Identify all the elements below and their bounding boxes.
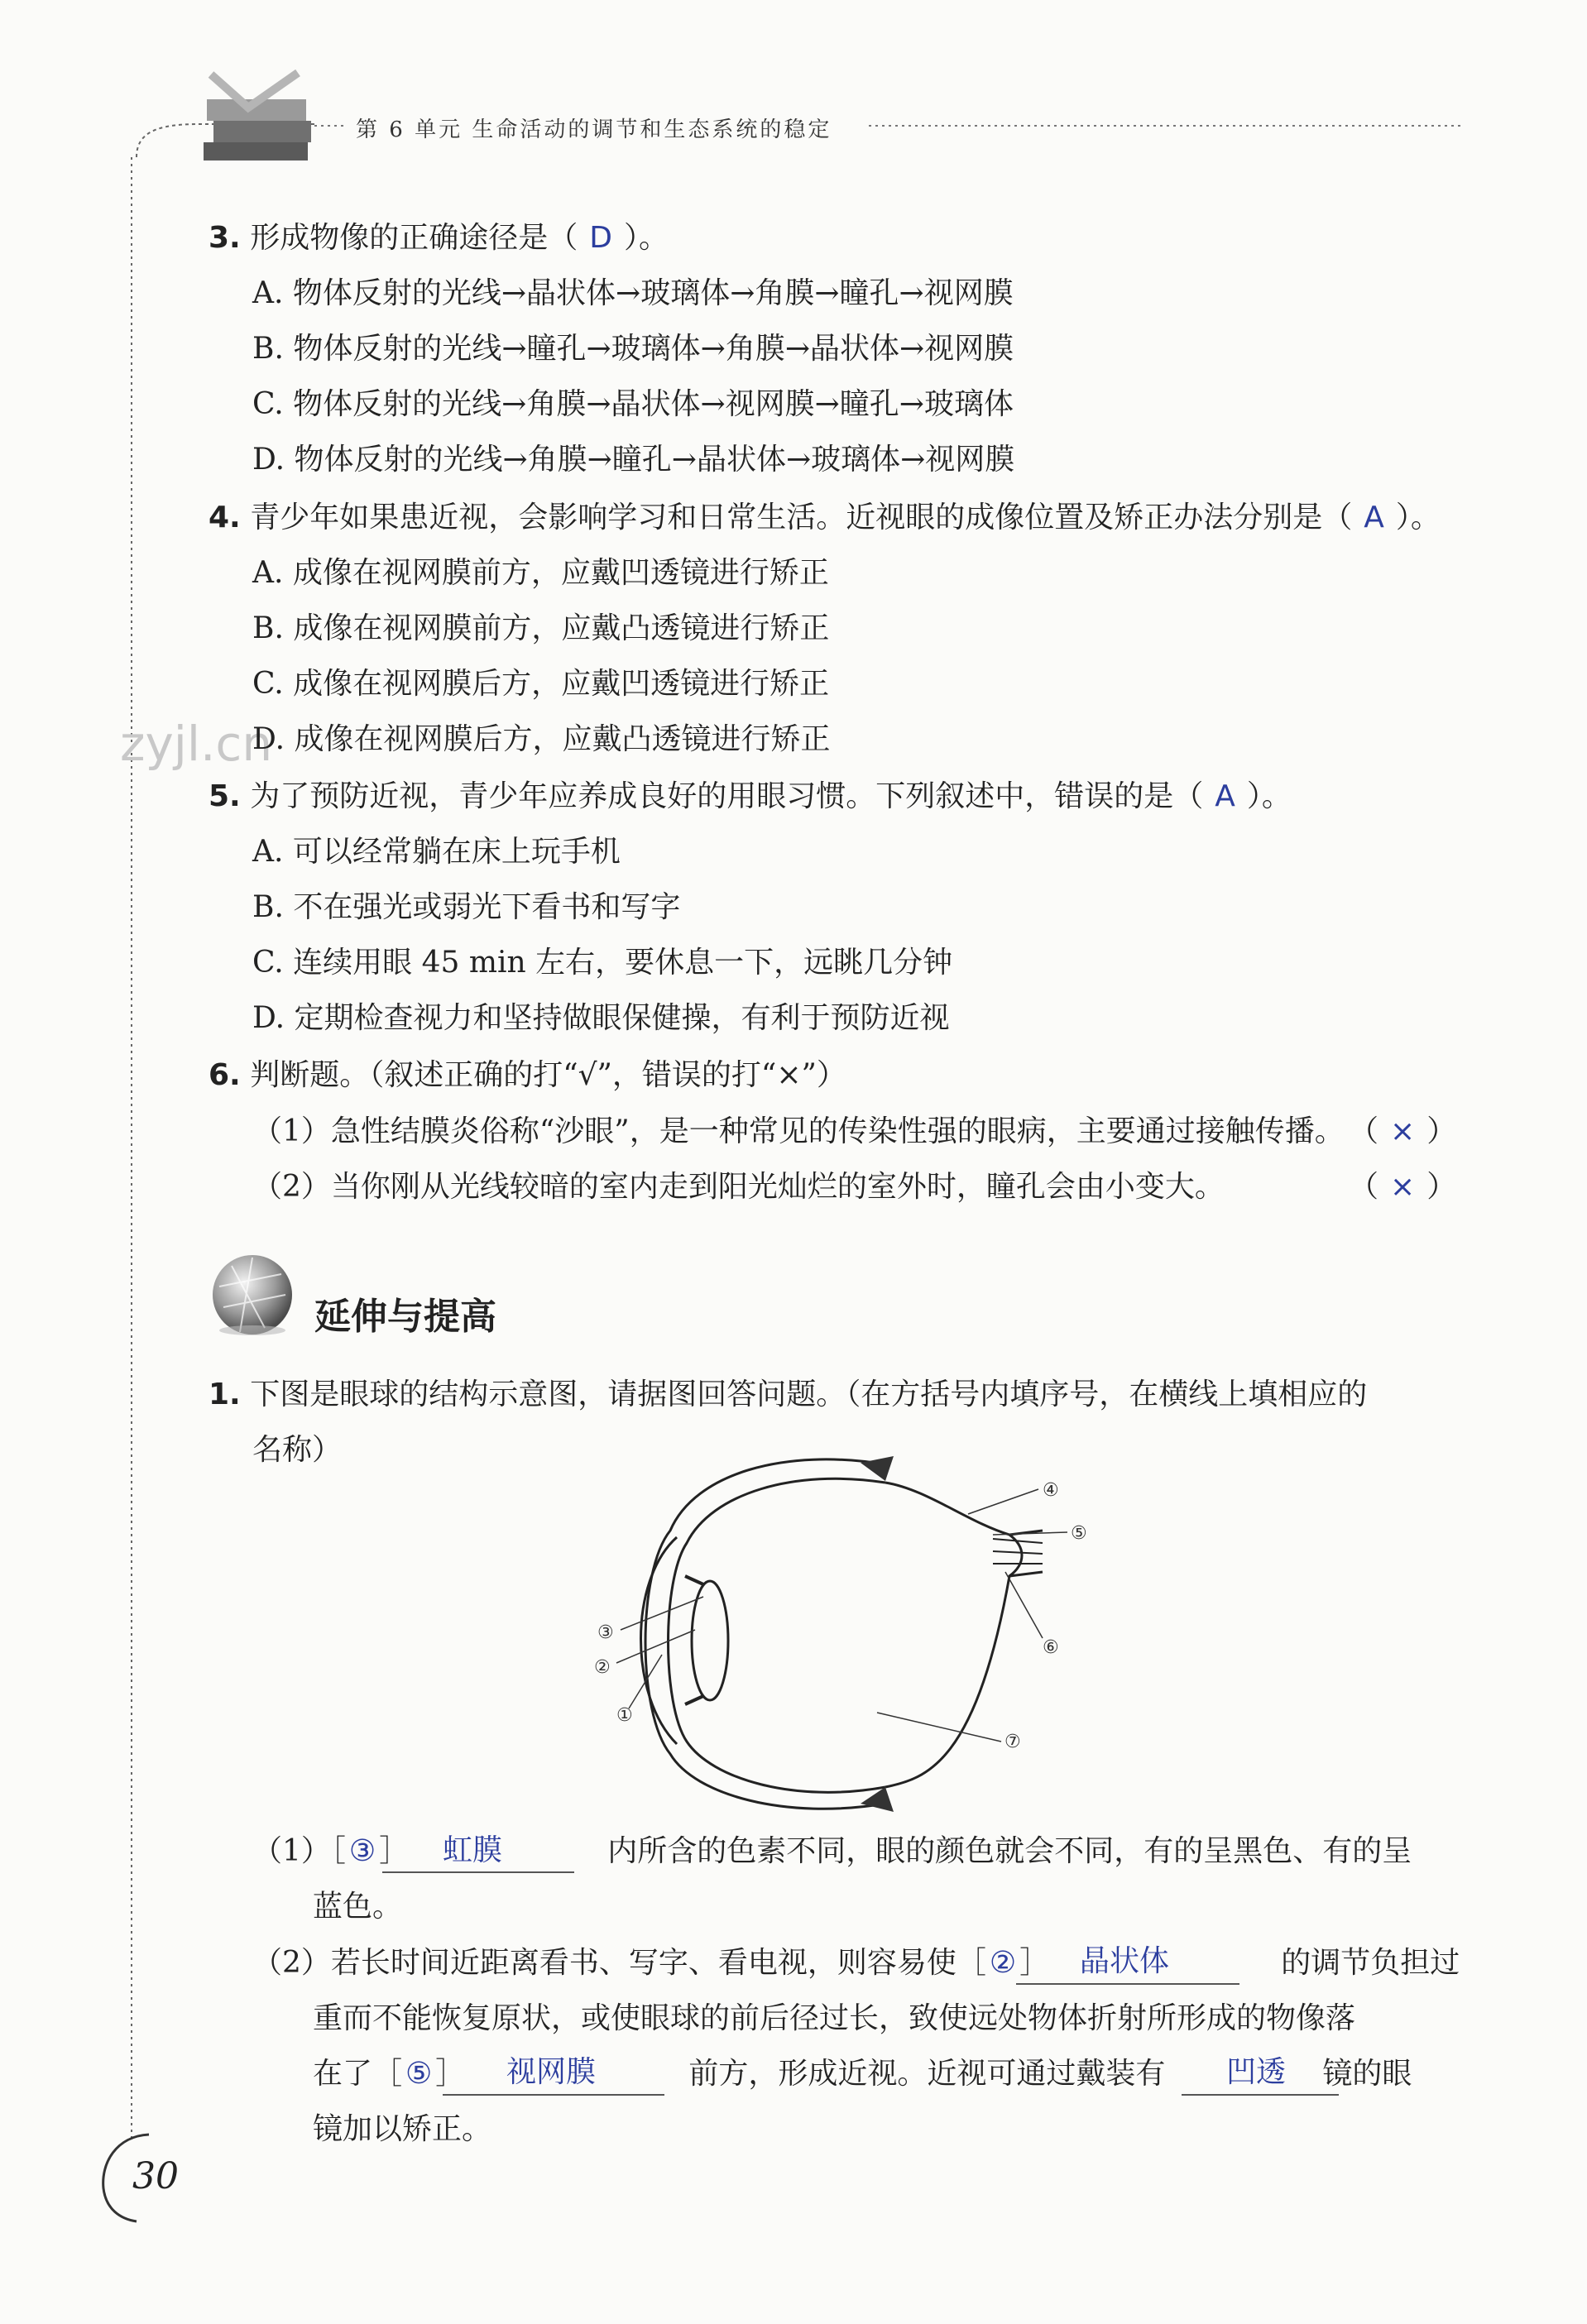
sub1-bracket-answer: ③ — [348, 1834, 376, 1868]
sub2-bracket1-close: ］ — [1019, 1946, 1050, 1980]
sub1-prefix: （1）［ — [252, 1834, 346, 1868]
q5-number: 5. — [209, 779, 241, 813]
q5-option-c: C. 连续用眼 45 min 左右，要休息一下，远眺几分钟 — [252, 946, 953, 980]
q3-option-d: D. 物体反射的光线→角膜→瞳孔→晶状体→玻璃体→视网膜 — [252, 443, 1015, 477]
sub2-line3-prefix: 在了［ — [313, 2057, 403, 2091]
q3-stem-before: 形成物像的正确途径是（ — [250, 221, 578, 255]
diagram-label-4: ④ — [1043, 1480, 1059, 1501]
page-number: 30 — [132, 2155, 179, 2197]
diagram-label-6: ⑥ — [1043, 1637, 1059, 1658]
sub2-blank3-answer: 凹透 — [1226, 2055, 1287, 2089]
q5-stem — [209, 779, 1292, 813]
q4-option-b: B. 成像在视网膜前方，应戴凸透镜进行矫正 — [252, 611, 830, 645]
q4-answer: A — [1364, 501, 1384, 534]
sub2-bracket1-answer: ② — [989, 1946, 1017, 1980]
q4-stem-before: 青少年如果患近视，会影响学习和日常生活。近视眼的成像位置及矫正办法分别是（ — [250, 501, 1353, 534]
header-unit-title: 第 6 单元 生命活动的调节和生态系统的稳定 — [356, 117, 832, 142]
q3-option-a: A. 物体反射的光线→晶状体→玻璃体→角膜→瞳孔→视网膜 — [252, 276, 1014, 310]
sub2-line1-after: 的调节负担过 — [1281, 1946, 1460, 1980]
ext-q1-sub2-line1 — [252, 1948, 1460, 1978]
sub2-blank1-underline — [1016, 1983, 1239, 1985]
ext-q1-number: 1. — [209, 1378, 241, 1411]
q3-answer: D — [589, 221, 612, 255]
ext-q1-stem-line2: 名称） — [252, 1433, 343, 1467]
q6-item-2: （2）当你刚从光线较暗的室内走到阳光灿烂的室外时，瞳孔会由小变大。 — [252, 1170, 1225, 1204]
sub1-blank-underline — [382, 1871, 574, 1873]
q3-stem — [209, 223, 669, 253]
section-globe-icon — [207, 1249, 298, 1340]
watermark: zyjl.cn — [120, 716, 273, 772]
q5-answer: A — [1215, 779, 1235, 813]
ext-q1-sub1-line1 — [252, 1834, 1412, 1868]
diagram-label-5: ⑤ — [1071, 1523, 1087, 1544]
q6-item-1-paren — [1349, 1114, 1457, 1148]
q5-stem-before: 为了预防近视，青少年应养成良好的用眼习惯。下列叙述中，错误的是（ — [250, 779, 1204, 813]
q5-option-a: A. 可以经常躺在床上玩手机 — [252, 835, 621, 869]
q5-option-b: B. 不在强光或弱光下看书和写字 — [252, 890, 681, 924]
q5-stem-after: ）。 — [1246, 779, 1292, 813]
ext-q1-stem-text: 下图是眼球的结构示意图，请据图回答问题。（在方括号内填序号，在横线上填相应的 — [250, 1378, 1368, 1411]
section-title: 延伸与提高 — [314, 1296, 496, 1338]
sub2-line3-after: 镜的眼 — [1322, 2057, 1412, 2091]
q6-item-2-paren — [1349, 1172, 1456, 1202]
sub1-blank-answer: 虹膜 — [443, 1833, 503, 1867]
sub2-line1-prefix: （2）若长时间近距离看书、写字、看电视，则容易使［ — [252, 1946, 986, 1980]
eye-sclera — [645, 1459, 885, 1809]
sub1-bracket-close: ］ — [379, 1834, 410, 1868]
sub2-blank2-answer: 视网膜 — [506, 2055, 597, 2089]
q6-item-1: （1）急性结膜炎俗称“沙眼”，是一种常见的传染性强的眼病，主要通过接触传播。 — [252, 1114, 1345, 1148]
q6-stem — [209, 1058, 846, 1092]
q4-option-d: D. 成像在视网膜后方，应戴凸透镜进行矫正 — [252, 722, 831, 756]
q6-item-2-close: ） — [1426, 1170, 1457, 1204]
q6-item-2-answer: × — [1390, 1170, 1416, 1204]
sub2-blank1-answer: 晶状体 — [1080, 1944, 1170, 1978]
eye-diagram — [579, 1440, 1092, 1828]
sub2-blank3-underline — [1182, 2094, 1339, 2096]
ext-q1-sub1-line2: 蓝色。 — [313, 1890, 403, 1924]
q3-number: 3. — [209, 221, 241, 255]
sub2-bracket2-close: ］ — [435, 2057, 466, 2091]
q4-option-c: C. 成像在视网膜后方，应戴凹透镜进行矫正 — [252, 667, 830, 701]
sub2-line3-mid: 前方，形成近视。近视可通过戴装有 — [688, 2057, 1166, 2091]
q6-item-1-answer: × — [1390, 1114, 1416, 1148]
q6-item-2-open: （ — [1349, 1170, 1379, 1204]
q5-option-d: D. 定期检查视力和坚持做眼保健操，有利于预防近视 — [252, 1001, 950, 1035]
q3-option-b: B. 物体反射的光线→瞳孔→玻璃体→角膜→晶状体→视网膜 — [252, 332, 1014, 366]
diagram-label-1: ① — [616, 1705, 633, 1726]
q6-stem-text: 判断题。（叙述正确的打“√”，错误的打“×”） — [250, 1058, 846, 1092]
sub2-bracket2-answer: ⑤ — [405, 2057, 433, 2091]
q4-number: 4. — [209, 501, 241, 534]
q4-stem-after: ）。 — [1395, 501, 1441, 534]
q3-option-c: C. 物体反射的光线→角膜→晶状体→视网膜→瞳孔→玻璃体 — [252, 387, 1014, 421]
q4-stem — [209, 503, 1441, 533]
diagram-label-2: ② — [594, 1657, 611, 1678]
margin-line — [128, 157, 137, 2143]
sub1-after: 内所含的色素不同，眼的颜色就会不同，有的呈黑色、有的呈 — [607, 1834, 1412, 1868]
q6-item-1-close: ） — [1426, 1114, 1457, 1148]
ext-q1-stem-line1 — [209, 1380, 1367, 1410]
diagram-label-7: ⑦ — [1004, 1732, 1021, 1752]
ext-q1-sub2-line2: 重而不能恢复原状，或使眼球的前后径过长，致使远处物体折射所形成的物像落 — [313, 2001, 1356, 2035]
q4-option-a: A. 成像在视网膜前方，应戴凹透镜进行矫正 — [252, 556, 829, 590]
ext-q1-sub2-line4: 镜加以矫正。 — [313, 2112, 492, 2146]
q6-item-1-open: （ — [1349, 1114, 1379, 1148]
sub2-blank2-underline — [443, 2094, 664, 2096]
q6-number: 6. — [209, 1058, 241, 1092]
q3-stem-after: ）。 — [623, 221, 669, 255]
diagram-label-3: ③ — [597, 1622, 614, 1643]
